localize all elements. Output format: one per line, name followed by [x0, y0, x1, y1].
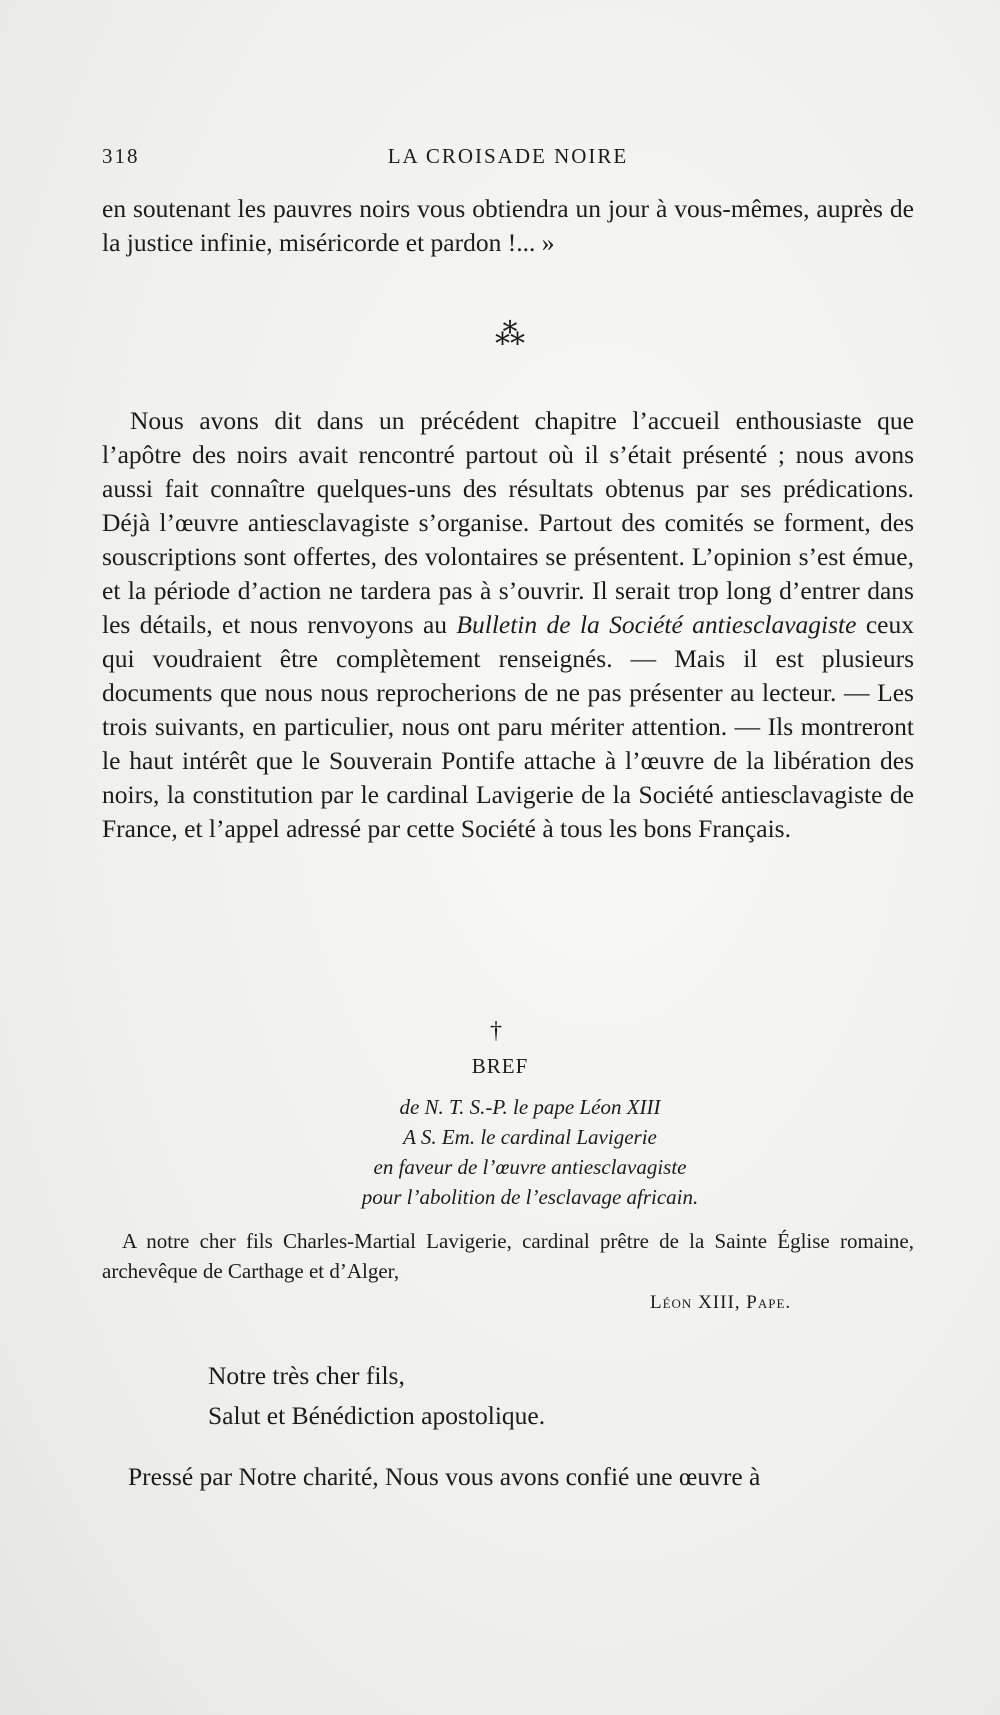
final-paragraph: Pressé par Notre charité, Nous vous avons confié une œuvre à: [128, 1462, 761, 1491]
page-number: 318: [102, 144, 140, 168]
running-title: LA CROISADE NOIRE: [387, 144, 629, 168]
bref-line: pour l’abolition de l’esclavage africain.: [361, 1185, 699, 1209]
greeting-line: Notre très cher fils,: [208, 1361, 405, 1390]
paragraph-body: [102, 404, 914, 846]
bref-line: en faveur de l’œuvre antiesclavagiste: [373, 1155, 687, 1179]
bref-subtitle: [0, 1092, 1000, 1212]
bulletin-title: Bulletin de la Société antiesclavagiste: [456, 610, 857, 639]
bref-heading: BREF: [471, 1054, 529, 1078]
bref-line: A S. Em. le cardinal Lavigerie: [403, 1125, 657, 1149]
page-header: [102, 140, 914, 174]
asterism-icon: ⁂: [495, 318, 525, 351]
letter-address: [102, 1226, 914, 1286]
letter-greeting: [208, 1356, 545, 1436]
asterism-separator: [480, 315, 540, 355]
paragraph-continuation: [102, 192, 914, 260]
paragraph-text: en soutenant les pauvres noirs vous obtiendra un jour à vous-mêmes, auprès de la justice infinie, miséricorde et pardon !... »: [102, 194, 914, 257]
greeting-line: Salut et Bénédiction apostolique.: [208, 1401, 546, 1430]
papal-signature: Léon XIII, Pape.: [650, 1292, 792, 1313]
bref-line: de N. T. S.-P. le pape Léon XIII: [399, 1095, 661, 1119]
address-text: A notre cher fils Charles-Martial Lavigerie, cardinal prêtre de la Sainte Église romaine, archevêque de Carthage et d’Alger,: [102, 1229, 914, 1283]
paragraph-part2: ceux qui voudraient être complètement renseignés. — Mais il est plusieurs documents que nous nous reprocherions de ne pas présenter au lecteur. — Les trois suivants, en particulier, nous ont paru mériter attention. — Ils montreront le haut intérêt que le Souverain Pontife attache à l’œuvre de la libération des noirs, la constitution par le cardinal Lavigerie de la Société antiesclavagiste de France, et l’appel adressé par cette Société à tous les bons Français.: [102, 610, 914, 843]
paragraph-main: [102, 404, 914, 846]
cross-icon: †: [490, 1018, 502, 1044]
paragraph-part1: Nous avons dit dans un précédent chapitre l’accueil enthousiaste que l’apôtre des noirs avait rencontré partout où il s’était présenté ; nous avons aussi fait connaître quelques-uns des résultats obtenus par ses prédications. Déjà l’œuvre antiesclavagiste s’organise. Partout des comités se forment, des souscriptions sont offertes, des volontaires se présentent. L’opinion s’est émue, et la période d’action ne tardera pas à s’ouvrir. Il serait trop long d’entrer dans les détails, et nous renvoyons au: [102, 406, 914, 639]
